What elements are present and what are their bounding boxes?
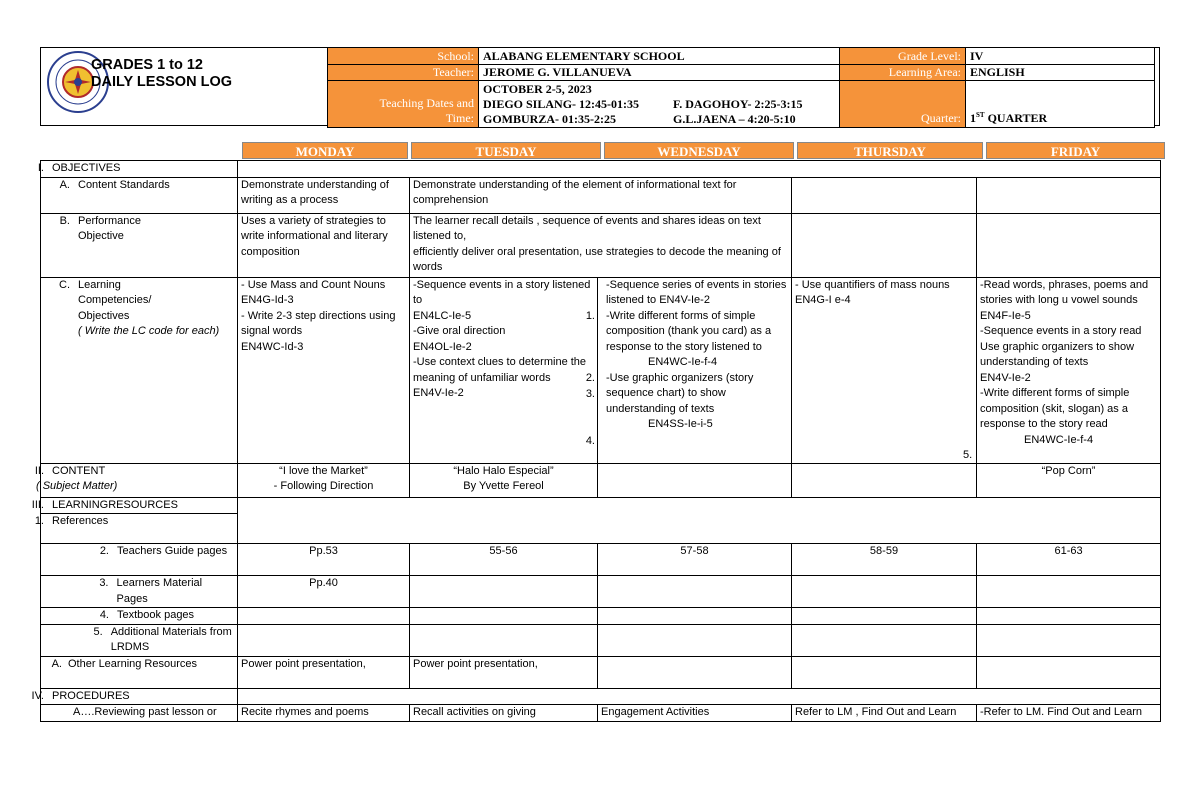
tg-label <box>41 544 238 576</box>
empty-cell <box>238 497 1161 544</box>
list-item: EN4WC-Ie-f-4 <box>1024 433 1094 446</box>
list-item: EN4WC-Id-3 <box>241 340 304 353</box>
time-dagohoy: F. DAGOHOY- 2:25-3:15 <box>673 97 803 111</box>
row-label: Teachers Guide pages <box>117 545 228 557</box>
time-jaena: G.L.JAENA – 4:20-5:10 <box>673 112 796 126</box>
row-num: C. <box>59 278 70 291</box>
grade-value: IV <box>966 48 1155 65</box>
list-item: EN4OL-Ie-2 <box>413 340 472 353</box>
time-gomburza: GOMBURZA- 01:35-2:25 <box>483 112 616 126</box>
empty-cell <box>410 576 598 608</box>
table-row <box>41 213 1161 277</box>
content-sub: - Following Direction <box>273 480 374 492</box>
list-number: 3. <box>585 387 595 400</box>
row-label-2: Competencies/ <box>78 294 152 306</box>
list-item: - Use quantifiers of mass nouns EN4G-I e-4 <box>795 278 950 306</box>
table-row <box>41 497 1161 514</box>
row-label: Other Learning Resources <box>68 657 198 670</box>
empty-cell <box>792 463 977 497</box>
day-monday: MONDAY <box>242 142 408 159</box>
day-thursday: THURSDAY <box>797 142 983 159</box>
table-row <box>41 177 1161 213</box>
row-num: I. <box>37 162 44 174</box>
header-info-table <box>327 47 1155 128</box>
lm-label <box>41 576 238 608</box>
row-num: A. <box>59 178 70 191</box>
row-label: Content Standards <box>78 178 170 191</box>
empty-cell <box>598 463 792 497</box>
table-row <box>41 688 1161 705</box>
empty-cell <box>598 608 792 625</box>
title-line-2: DAILY LESSON LOG <box>91 74 232 90</box>
dates-label-line2: Time: <box>445 111 474 125</box>
empty-cell <box>598 624 792 656</box>
list-item: EN4V-Ie-2 <box>980 371 1031 384</box>
empty-cell <box>977 656 1161 688</box>
tg-thu: 58-59 <box>792 544 977 576</box>
content-title: “I love the Market” <box>279 464 368 477</box>
school-value: ALABANG ELEMENTARY SCHOOL <box>479 48 840 65</box>
content-sub: By Yvette Fereol <box>463 480 544 492</box>
quarter-rest: QUARTER <box>984 111 1048 125</box>
quarter-num: 1 <box>970 111 976 125</box>
teacher-label: Teacher: <box>328 65 479 81</box>
empty-cell <box>598 656 792 688</box>
olr-tue: Power point presentation, <box>410 656 598 688</box>
list-item: - Write 2-3 step directions using signal words <box>241 309 396 337</box>
row-label-4: ( Write the LC code for each) <box>78 325 220 337</box>
quarter-label: Quarter: <box>840 81 966 128</box>
review-thu: Refer to LM , Find Out and Learn <box>792 705 977 722</box>
empty-cell <box>792 624 977 656</box>
table-row <box>41 656 1161 688</box>
competencies-tue <box>410 277 598 463</box>
time-diego-silang: DIEGO SILANG- 12:45-01:35 <box>483 97 640 111</box>
list-item: EN4SS-Ie-i-5 <box>648 418 713 430</box>
empty-cell <box>410 624 598 656</box>
content-mon <box>238 463 410 497</box>
empty-cell <box>598 576 792 608</box>
content-fri: “Pop Corn” <box>977 463 1161 497</box>
review-fri: -Refer to LM. Find Out and Learn <box>977 705 1161 722</box>
performance-mon: Uses a variety of strategies to write informational and literary composition <box>238 213 410 277</box>
list-number: 1. <box>585 309 595 322</box>
empty-cell <box>977 177 1161 213</box>
list-item: -Sequence series of events in stories listened to EN4V-Ie-2 <box>606 278 787 306</box>
content-standards-mon: Demonstrate understanding of writing as a process <box>238 177 410 213</box>
row-num: B. <box>59 214 70 227</box>
quarter-value <box>966 81 1155 128</box>
table-row <box>41 277 1161 463</box>
row-num: IV. <box>31 689 44 702</box>
lm-mon: Pp.40 <box>238 576 410 608</box>
list-item: -Sequence events in a story listened to <box>413 278 591 306</box>
area-label: Learning Area: <box>840 65 966 81</box>
competencies-label <box>41 277 238 463</box>
list-item: EN4WC-Ie-f-4 <box>648 356 718 368</box>
competencies-thu <box>792 277 977 463</box>
empty-cell <box>792 177 977 213</box>
row-label-2: ( Subject Matter) <box>36 480 118 492</box>
day-friday: FRIDAY <box>986 142 1165 159</box>
table-row <box>41 608 1161 625</box>
row-label: Textbook pages <box>117 609 195 621</box>
list-item: -Read words, phrases, poems and stories with long u vowel sounds <box>980 278 1149 306</box>
list-item: EN4F-Ie-5 <box>980 309 1031 322</box>
list-item: -Sequence events in a story read Use graphic organizers to show understanding of texts <box>980 325 1142 368</box>
olr-label <box>41 656 238 688</box>
performance-label <box>41 213 238 277</box>
list-item: -Use graphic organizers (story sequence chart) to show understanding of texts <box>606 371 754 415</box>
day-tuesday: TUESDAY <box>411 142 601 159</box>
dates-value <box>479 81 840 128</box>
empty-cell <box>238 624 410 656</box>
row-label: Additional Materials from LRDMS <box>110 625 232 653</box>
row-num: 5. <box>93 625 103 638</box>
row-label: LEARNINGRESOURCES <box>52 498 178 511</box>
row-num: II. <box>34 464 44 477</box>
review-wed: Engagement Activities <box>598 705 792 722</box>
empty-cell <box>238 608 410 625</box>
row-num: 4. <box>99 609 109 621</box>
row-label: References <box>52 515 109 527</box>
table-row <box>41 463 1161 497</box>
row-num: A. <box>51 657 62 670</box>
school-label: School: <box>328 48 479 65</box>
list-number: 4. <box>585 434 595 447</box>
competencies-fri <box>963 277 1161 463</box>
empty-cell <box>977 576 1161 608</box>
objectives-label <box>37 161 238 178</box>
table-row <box>41 705 1161 722</box>
row-label: PROCEDURES <box>52 689 130 702</box>
review-mon: Recite rhymes and poems <box>238 705 410 722</box>
date-value: OCTOBER 2-5, 2023 <box>483 82 592 96</box>
row-label: Learners Material Pages <box>116 577 203 605</box>
procedures-label <box>31 688 238 705</box>
content-standards-tue-wed: Demonstrate understanding of the element of informational text for comprehension <box>410 177 792 213</box>
teacher-value: JEROME G. VILLANUEVA <box>479 65 840 81</box>
row-label: Performance <box>78 214 141 227</box>
empty-cell <box>977 624 1161 656</box>
row-label: OBJECTIVES <box>52 162 121 174</box>
empty-cell <box>792 213 977 277</box>
tg-fri: 61-63 <box>977 544 1161 576</box>
list-item: EN4G-Id-3 <box>241 294 294 306</box>
page-title <box>91 57 232 91</box>
list-item: -Write different forms of simple composition (skit, slogan) as a response to the story read <box>980 387 1130 430</box>
list-number: 2. <box>585 371 595 384</box>
row-num: 3. <box>99 577 109 589</box>
quarter-sup: ST <box>976 111 985 119</box>
content-standards-label <box>41 177 238 213</box>
empty-cell <box>792 656 977 688</box>
day-wednesday: WEDNESDAY <box>604 142 794 159</box>
review-tue: Recall activities on giving <box>410 705 598 722</box>
dates-label-line1: Teaching Dates and <box>379 96 474 110</box>
row-label: CONTENT <box>52 464 106 477</box>
table-row <box>41 576 1161 608</box>
objectives-empty <box>238 161 1161 178</box>
content-tue <box>410 463 598 497</box>
grade-label: Grade Level: <box>840 48 966 65</box>
empty-cell <box>792 576 977 608</box>
empty-cell <box>238 688 1161 705</box>
table-row <box>41 544 1161 576</box>
list-number: 5. <box>963 448 973 461</box>
row-label: Learning <box>78 278 121 291</box>
tb-label <box>41 608 238 625</box>
resources-label <box>31 497 238 514</box>
content-label <box>34 463 238 497</box>
row-num: III. <box>31 498 44 511</box>
performance-tue-wed <box>410 213 792 277</box>
tg-tue: 55-56 <box>410 544 598 576</box>
list-item: EN4LC-Ie-5 <box>413 309 472 322</box>
table-row <box>41 624 1161 656</box>
performance-line2: efficiently deliver oral presentation, use strategies to decode the meaning of words <box>413 245 781 273</box>
list-item: -Write different forms of simple composition (thank you card) as a response to the story listened to <box>606 309 772 353</box>
references-label <box>34 514 238 544</box>
content-title: “Halo Halo Especial” <box>453 464 554 477</box>
am-label <box>41 624 238 656</box>
list-item: -Use context clues to determine the meaning of unfamiliar words <box>413 356 587 384</box>
list-item: EN4V-Ie-2 <box>413 387 464 399</box>
list-item: -Give oral direction <box>413 325 506 337</box>
dates-label <box>328 81 479 128</box>
tg-mon: Pp.53 <box>238 544 410 576</box>
row-label-3: Objectives <box>78 309 130 322</box>
empty-cell <box>410 608 598 625</box>
row-label-2: Objective <box>78 230 124 242</box>
list-item: - Use Mass and Count Nouns <box>241 278 386 291</box>
tg-wed: 57-58 <box>598 544 792 576</box>
title-line-1: GRADES 1 to 12 <box>91 57 203 73</box>
olr-mon: Power point presentation, <box>238 656 410 688</box>
performance-line1: The learner recall details , sequence of events and shares ideas on text listened to, <box>413 214 761 242</box>
competencies-wed <box>598 277 792 463</box>
row-num: 1. <box>34 515 44 527</box>
table-row <box>41 161 1161 178</box>
empty-cell <box>977 608 1161 625</box>
row-num: 2. <box>99 545 109 557</box>
area-value: ENGLISH <box>966 65 1155 81</box>
empty-cell <box>792 608 977 625</box>
empty-cell <box>977 213 1161 277</box>
day-header-bar <box>42 142 1165 159</box>
competencies-mon <box>238 277 410 463</box>
lesson-log-table <box>31 160 1161 722</box>
review-label: A….Reviewing past lesson or <box>41 705 238 722</box>
